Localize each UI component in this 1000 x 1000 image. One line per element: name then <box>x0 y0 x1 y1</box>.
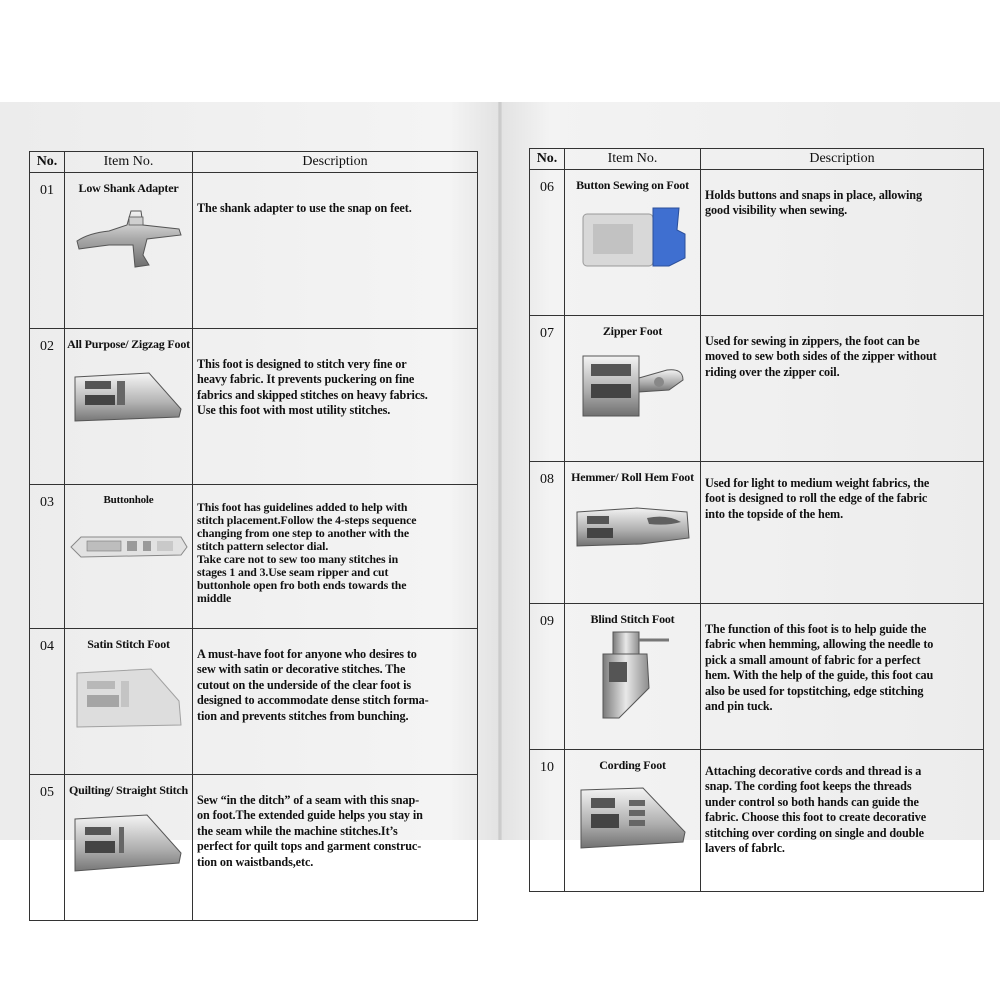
row-number: 01 <box>30 173 65 329</box>
item-description <box>193 485 478 629</box>
row-number: 10 <box>530 750 565 892</box>
item-name: Low Shank Adapter <box>78 181 179 195</box>
table-row <box>30 485 478 629</box>
item-cell <box>565 170 701 316</box>
table-row <box>530 316 984 462</box>
page-fold <box>498 102 502 840</box>
description-line: The function of this foot is to help guide the <box>705 622 927 636</box>
description-line: designed to accommodate dense stitch forma- <box>197 693 429 708</box>
item-cell <box>565 316 701 462</box>
description-line: The shank adapter to use the snap on feet. <box>197 201 412 215</box>
description-line: Sew “in the ditch” of a seam with this snap- <box>197 793 420 807</box>
item-description <box>701 170 984 316</box>
description-line: hem. With the help of the guide, this foot cau <box>705 668 934 683</box>
item-cell <box>65 775 193 921</box>
description-line: Take care not to sew too many stitches in <box>197 552 399 566</box>
item-description <box>701 604 984 750</box>
header-item-no: Item No. <box>565 149 701 170</box>
description-line: Used for light to medium weight fabrics, the <box>705 476 930 490</box>
header-no: No. <box>30 152 65 173</box>
item-description <box>701 316 984 462</box>
item-name: Blind Stitch Foot <box>590 612 675 626</box>
description-line: the seam while the machine stitches.It’s <box>197 823 398 838</box>
description-line: pick a small amount of fabric for a perfect <box>705 652 921 667</box>
description-line: fabrics and skipped stitches on heavy fabrics. <box>197 387 428 402</box>
table-row <box>530 750 984 892</box>
item-description <box>193 775 478 921</box>
description-line: snap. The cording foot keeps the threads <box>705 779 912 794</box>
description-line: buttonhole open fro both ends towards the <box>197 578 407 592</box>
row-number: 04 <box>30 629 65 775</box>
zipper-foot-icon <box>573 346 693 420</box>
description-line: tion and prevents stitches from bunching. <box>197 708 409 723</box>
item-cell <box>565 462 701 604</box>
header-no: No. <box>530 149 565 170</box>
row-number: 07 <box>530 316 565 462</box>
description-line: sew with satin or decorative stitches. The <box>197 662 406 677</box>
table-header <box>30 152 478 173</box>
low-shank-adapter-icon <box>69 203 189 273</box>
table-row <box>30 629 478 775</box>
item-description <box>193 329 478 485</box>
item-name: Satin Stitch Foot <box>87 637 170 651</box>
description-line: foot is designed to roll the edge of the fabric <box>705 491 928 506</box>
description-line: fabric when hemming, allowing the needle to <box>705 637 934 652</box>
item-description <box>701 462 984 604</box>
table-header <box>530 149 984 170</box>
item-name: All Purpose/ Zigzag Foot <box>67 337 190 351</box>
description-line: under control so both hands can guide the <box>705 794 919 809</box>
item-description <box>701 750 984 892</box>
table-row <box>30 329 478 485</box>
description-line: Holds buttons and snaps in place, allowing <box>705 188 922 202</box>
description-line: moved to sew both sides of the zipper without <box>705 349 937 364</box>
header-description: Description <box>701 149 984 170</box>
item-name: Hemmer/ Roll Hem Foot <box>571 470 694 484</box>
item-cell <box>65 329 193 485</box>
zigzag-foot-icon <box>69 359 189 429</box>
row-number: 09 <box>530 604 565 750</box>
instruction-sheet <box>0 102 1000 869</box>
table-row <box>530 462 984 604</box>
description-line: perfect for quilt tops and garment construc- <box>197 839 422 854</box>
row-number: 08 <box>530 462 565 604</box>
item-name: Buttonhole <box>103 494 154 506</box>
description-line: middle <box>197 591 232 605</box>
description-line: heavy fabric. It prevents puckering on fine <box>197 372 415 387</box>
right-items-table <box>529 148 984 892</box>
description-line: good visibility when sewing. <box>705 203 848 218</box>
description-line: This foot is designed to stitch very fine or <box>197 357 407 371</box>
item-cell <box>565 750 701 892</box>
description-line: tion on waistbands,etc. <box>197 854 314 869</box>
description-line: Attaching decorative cords and thread is a <box>705 764 922 778</box>
row-number: 05 <box>30 775 65 921</box>
description-line: stitching over cording on single and double <box>705 825 924 840</box>
row-number: 06 <box>530 170 565 316</box>
table-row <box>530 170 984 316</box>
item-description <box>193 173 478 329</box>
description-line: lavers of fabrlc. <box>705 841 785 856</box>
description-line: on foot.The extended guide helps you stay in <box>197 808 423 823</box>
header-description: Description <box>193 152 478 173</box>
row-number: 03 <box>30 485 65 629</box>
roll-hem-foot-icon <box>571 492 695 566</box>
item-cell <box>565 604 701 750</box>
item-cell <box>65 629 193 775</box>
quilting-foot-icon <box>69 805 189 879</box>
description-line: into the topside of the hem. <box>705 506 844 521</box>
satin-stitch-foot-icon <box>69 659 189 733</box>
description-line: stitch placement.Follow the 4-steps sequence <box>197 513 417 527</box>
item-cell <box>65 485 193 629</box>
description-line: Use this foot with most utility stitches. <box>197 403 391 418</box>
item-description <box>193 629 478 775</box>
item-name: Zipper Foot <box>602 324 663 338</box>
description-line: changing from one step to another with the <box>197 526 409 540</box>
description-line: and pin tuck. <box>705 699 773 714</box>
blind-stitch-foot-icon <box>573 628 693 724</box>
description-line: This foot has guidelines added to help with <box>197 500 408 514</box>
row-number: 02 <box>30 329 65 485</box>
buttonhole-foot-icon <box>67 515 191 585</box>
table-row <box>30 173 478 329</box>
header-item-no: Item No. <box>65 152 193 173</box>
table-row <box>530 604 984 750</box>
cording-foot-icon <box>573 780 693 854</box>
description-line: Used for sewing in zippers, the foot can be <box>705 334 920 348</box>
description-line: cutout on the underside of the clear foot is <box>197 677 412 692</box>
item-name: Quilting/ Straight Stitch <box>68 783 188 797</box>
description-line: fabric. Choose this foot to create decorative <box>705 810 927 825</box>
table-row <box>30 775 478 921</box>
item-name: Button Sewing on Foot <box>576 178 689 192</box>
item-name: Cording Foot <box>599 758 666 772</box>
left-items-table <box>29 151 478 921</box>
description-line: also be used for topstitching, edge stitching <box>705 683 924 698</box>
item-cell <box>65 173 193 329</box>
description-line: stages 1 and 3.Use seam ripper and cut <box>197 565 389 579</box>
button-sewing-foot-icon <box>573 200 693 274</box>
description-line: riding over the zipper coil. <box>705 364 840 379</box>
description-line: A must-have foot for anyone who desires to <box>197 647 417 661</box>
description-line: stitch pattern selector dial. <box>197 539 329 553</box>
